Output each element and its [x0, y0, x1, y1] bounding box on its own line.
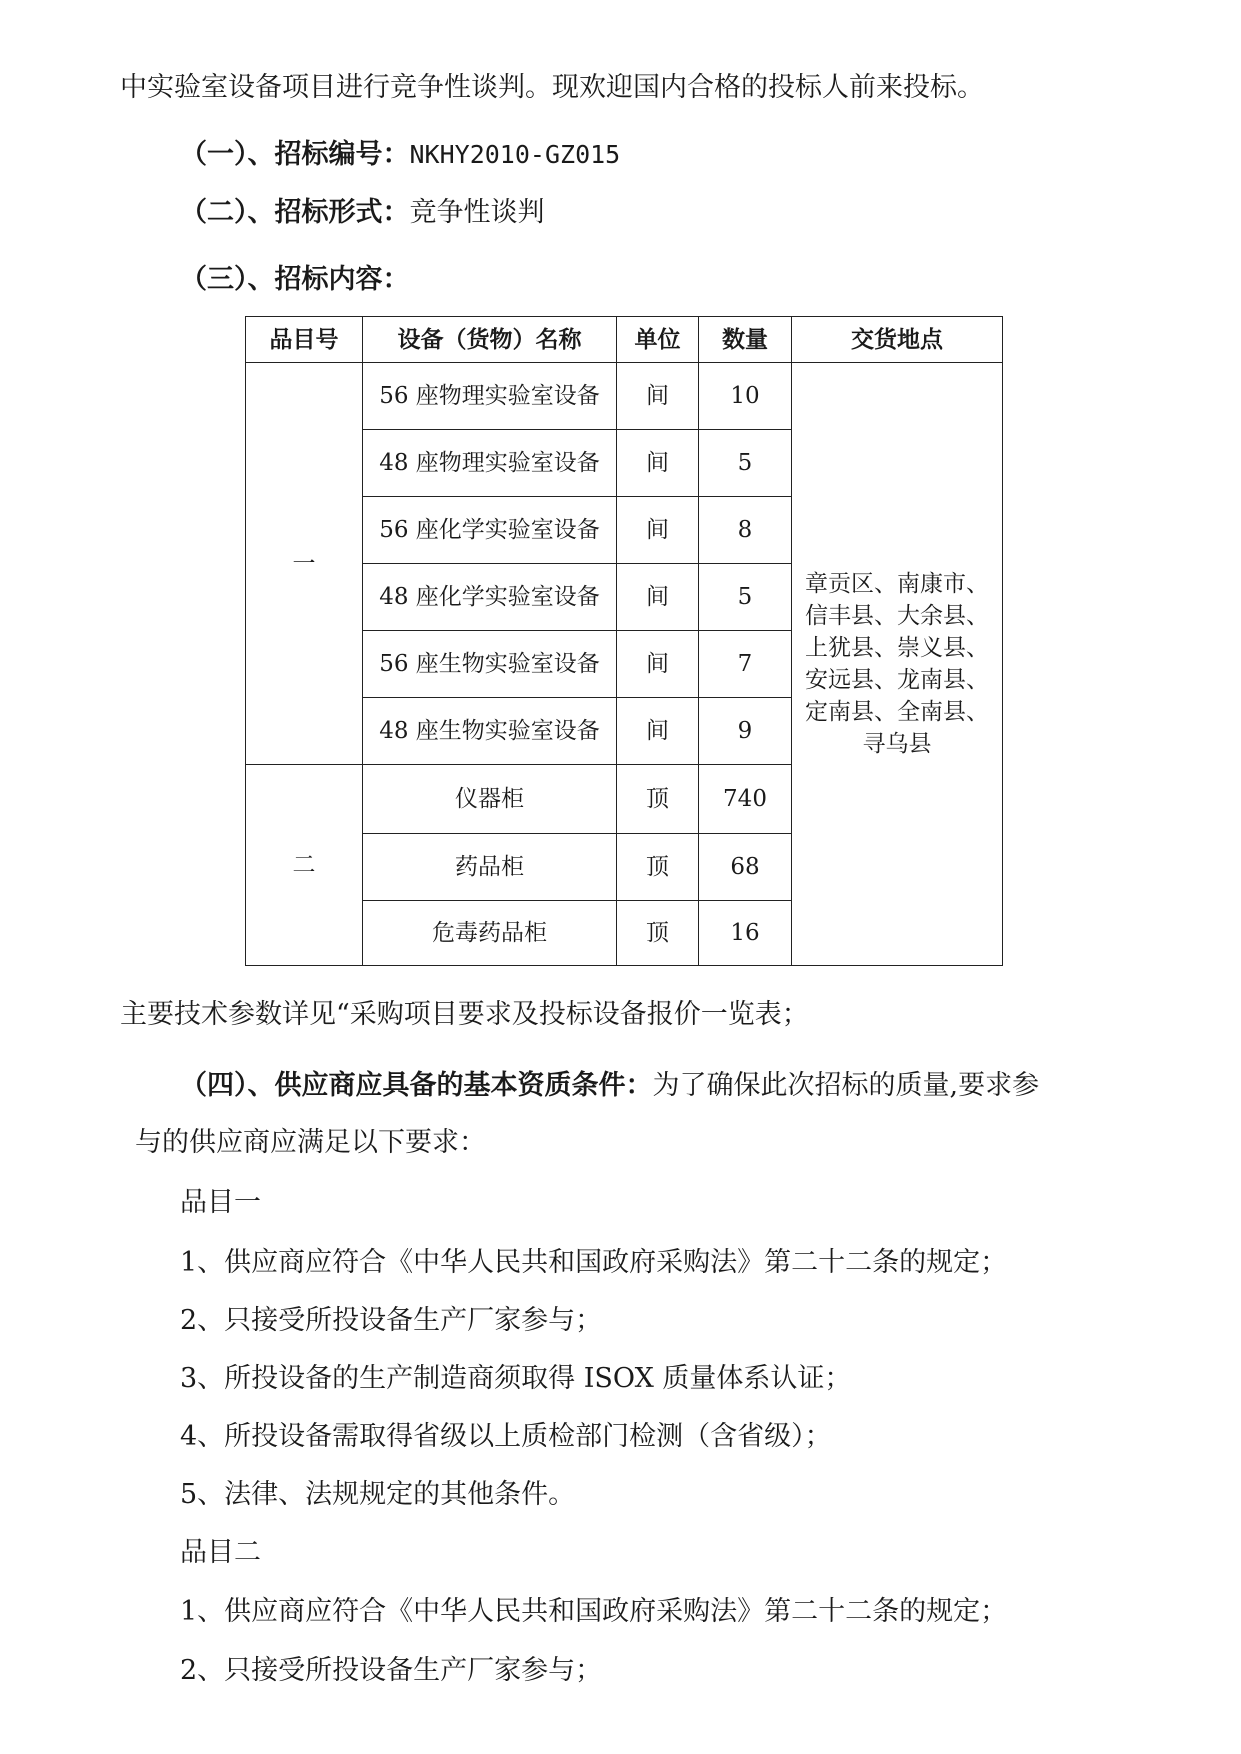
item-two-req-2: 2、只接受所投设备生产厂家参与；: [180, 1655, 603, 1686]
delivery-location-cell: 章贡区、南康市、信丰县、大余县、上犹县、崇义县、安远县、龙南县、定南县、全南县、寻乌县: [792, 363, 1003, 966]
tender-content-label: （三）、招标内容：: [180, 264, 410, 295]
quantity-cell: 9: [699, 698, 792, 765]
equipment-name-cell: 48 座生物实验室设备: [363, 698, 617, 765]
unit-cell: 顶: [617, 765, 699, 834]
tender-form-label: （二）、招标形式：: [180, 197, 410, 228]
unit-cell: 顶: [617, 834, 699, 901]
item-one-title: 品目一: [180, 1187, 261, 1218]
intro-line: 中实验室设备项目进行竞争性谈判。现欢迎国内合格的投标人前来投标。: [120, 72, 984, 103]
quantity-cell: 5: [699, 430, 792, 497]
tender-form-line: [180, 195, 545, 231]
group-one-cell: 一: [246, 363, 363, 765]
item-one-req-3: 3、所投设备的生产制造商须取得 ISOX 质量体系认证；: [180, 1363, 852, 1394]
group-two-cell: 二: [246, 765, 363, 966]
equipment-name-cell: 56 座物理实验室设备: [363, 363, 617, 430]
item-two-title: 品目二: [180, 1537, 261, 1568]
tender-number-value: NKHY2010-GZ015: [409, 140, 621, 169]
item-one-req-5: 5、法律、法规规定的其他条件。: [180, 1479, 576, 1510]
quantity-cell: 740: [699, 765, 792, 834]
qualification-label: （四）、供应商应具备的基本资质条件：: [180, 1070, 653, 1101]
tender-content-line: [180, 262, 410, 298]
tender-items-table: [245, 316, 1003, 966]
table-row: [246, 363, 1003, 430]
header-quantity: 数量: [699, 317, 792, 363]
quantity-cell: 16: [699, 901, 792, 966]
unit-cell: 顶: [617, 901, 699, 966]
qualification-continuation: 与的供应商应满足以下要求：: [135, 1127, 486, 1158]
tender-number-label: （一）、招标编号：: [180, 139, 410, 170]
qualification-text: 为了确保此次招标的质量,要求参: [652, 1070, 1040, 1101]
unit-cell: 间: [617, 631, 699, 698]
equipment-name-cell: 药品柜: [363, 834, 617, 901]
equipment-name-cell: 48 座物理实验室设备: [363, 430, 617, 497]
equipment-name-cell: 危毒药品柜: [363, 901, 617, 966]
equipment-name-cell: 56 座化学实验室设备: [363, 497, 617, 564]
unit-cell: 间: [617, 363, 699, 430]
unit-cell: 间: [617, 698, 699, 765]
tender-form-value: 竞争性谈判: [409, 197, 545, 228]
unit-cell: 间: [617, 430, 699, 497]
item-one-req-4: 4、所投设备需取得省级以上质检部门检测（含省级）；: [180, 1421, 832, 1452]
quantity-cell: 68: [699, 834, 792, 901]
quantity-cell: 8: [699, 497, 792, 564]
quantity-cell: 7: [699, 631, 792, 698]
header-delivery-location: 交货地点: [792, 317, 1003, 363]
qualification-line: [180, 1068, 1039, 1104]
quantity-cell: 5: [699, 564, 792, 631]
table-header-row: [246, 317, 1003, 363]
equipment-name-cell: 56 座生物实验室设备: [363, 631, 617, 698]
unit-cell: 间: [617, 564, 699, 631]
tender-number-line: [180, 137, 620, 173]
equipment-name-cell: 仪器柜: [363, 765, 617, 834]
item-one-req-1: 1、供应商应符合《中华人民共和国政府采购法》第二十二条的规定；: [180, 1247, 1008, 1278]
item-two-req-1: 1、供应商应符合《中华人民共和国政府采购法》第二十二条的规定；: [180, 1596, 1008, 1627]
unit-cell: 间: [617, 497, 699, 564]
header-unit: 单位: [617, 317, 699, 363]
header-equipment-name: 设备（货物）名称: [363, 317, 617, 363]
quantity-cell: 10: [699, 363, 792, 430]
header-item-no: 品目号: [246, 317, 363, 363]
equipment-name-cell: 48 座化学实验室设备: [363, 564, 617, 631]
item-one-req-2: 2、只接受所投设备生产厂家参与；: [180, 1305, 603, 1336]
tech-params-note: 主要技术参数详见“采购项目要求及投标设备报价一览表；: [120, 999, 809, 1030]
